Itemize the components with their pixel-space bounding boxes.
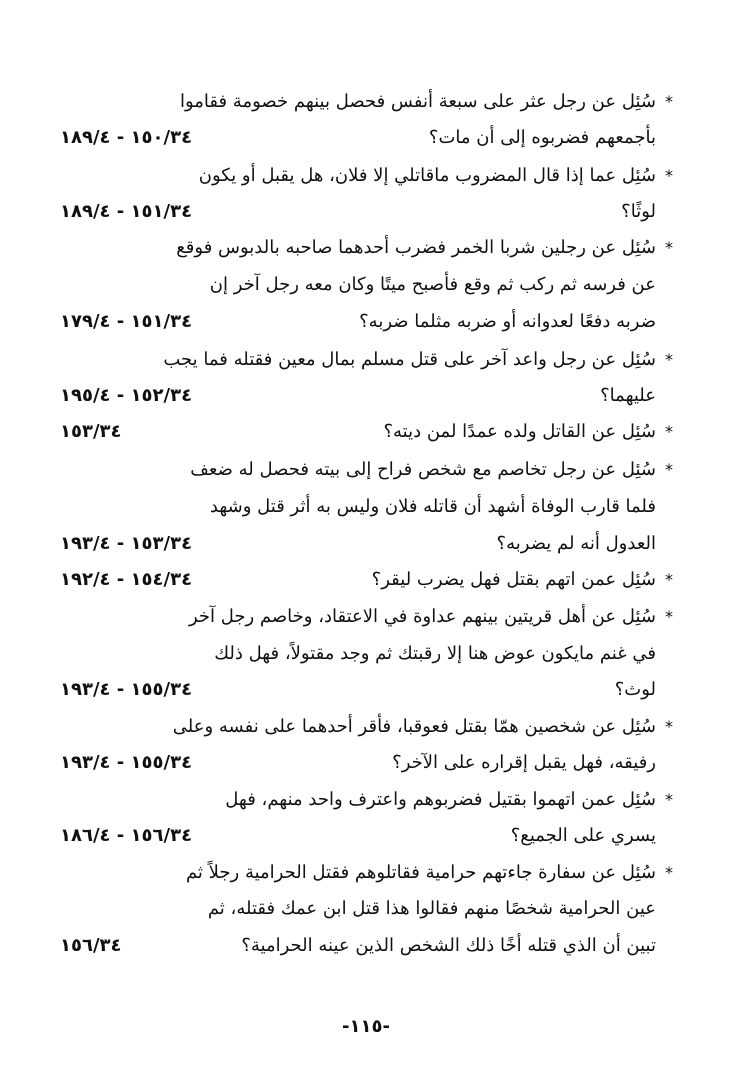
entry-8-line-2: في غنم مايكون عوض هنا إلا رقبتك ثم وجد مقتولاً، فهل ذلك [214, 643, 656, 664]
bullet-star-icon: * [665, 570, 673, 589]
bullet-star-icon: * [665, 350, 673, 369]
entry-1-line-1: *سُئِل عن رجل عثر على سبعة أنفس فحصل بينهم خصومة فقاموا [60, 84, 678, 120]
entry-8-line-1: *سُئِل عن أهل قريتين بينهم عداوة في الاعتقاد، وخاصم رجل آخر [60, 599, 678, 635]
entry-5-line-1: *سُئِل عن القاتل ولده عمدًا لمن ديته؟ [60, 414, 678, 450]
bullet-star-icon: * [665, 607, 673, 626]
entry-4-line-2: عليهما؟ [600, 385, 656, 406]
entry-10-line-2: يسري على الجميع؟ [510, 825, 656, 846]
entry-2-reference: ١٥١/٣٤ - ١٨٩/٤ [60, 201, 193, 222]
bullet-star-icon: * [665, 863, 673, 882]
entry-3-reference: ١٥١/٣٤ - ١٧٩/٤ [60, 311, 193, 332]
entry-11-reference: ١٥٦/٣٤ [60, 935, 122, 956]
entry-3-line-3: ضربه دفعًا لعدوانه أو ضربه مثلما ضربه؟ [359, 311, 656, 332]
entry-8-line-3: لوث؟ [614, 679, 656, 700]
entry-1-reference: ١٥٠/٣٤ - ١٨٩/٤ [60, 127, 193, 148]
entry-3-line-2: عن فرسه ثم ركب ثم وقع فأصبح ميتًا وكان معه رجل آخر إن [209, 274, 656, 295]
bullet-star-icon: * [665, 166, 673, 185]
entry-9-line-1: *سُئِل عن شخصين همّا بقتل فعوقبا، فأقر أحدهما على نفسه وعلى [60, 709, 678, 745]
entry-6-line-2: فلما قارب الوفاة أشهد أن قاتله فلان وليس به أثر قتل وشهد [209, 496, 656, 517]
entry-2-line-2: لوثًا؟ [621, 201, 656, 222]
entry-6-reference: ١٥٣/٣٤ - ١٩٣/٤ [60, 533, 193, 554]
bullet-star-icon: * [665, 790, 673, 809]
entry-11-line-2: عين الحرامية شخصًا منهم فقالوا هذا قتل ابن عمك فقتله، ثم [207, 898, 656, 919]
page-number: -١١٥- [342, 1016, 390, 1037]
entry-1-line-2: بأجمعهم فضربوه إلى أن مات؟ [428, 127, 656, 148]
bullet-star-icon: * [665, 422, 673, 441]
bullet-star-icon: * [665, 92, 673, 111]
entry-7-reference: ١٥٤/٣٤ - ١٩٢/٤ [60, 569, 193, 590]
entry-2-line-1: *سُئِل عما إذا قال المضروب ماقاتلي إلا فلان، هل يقبل أو يكون [60, 158, 678, 194]
entry-9-reference: ١٥٥/٣٤ - ١٩٣/٤ [60, 752, 193, 773]
entry-6-line-1: *سُئِل عن رجل تخاصم مع شخص فراح إلى بيته فحصل له ضعف [60, 452, 678, 488]
entry-4-reference: ١٥٢/٣٤ - ١٩٥/٤ [60, 385, 193, 406]
entry-6-line-3: العدول أنه لم يضربه؟ [496, 533, 656, 554]
entry-4-line-1: *سُئِل عن رجل واعد آخر على قتل مسلم بمال معين فقتله فما يجب [60, 342, 678, 378]
entry-7-line-1: *سُئِل عمن اتهم بقتل فهل يضرب ليقر؟ [60, 562, 678, 598]
entry-10-reference: ١٥٦/٣٤ - ١٨٦/٤ [60, 825, 193, 846]
entry-11-line-1: *سُئِل عن سفارة جاءتهم حرامية فقاتلوهم فقتل الحرامية رجلاً ثم [60, 855, 678, 891]
entry-10-line-1: *سُئِل عمن اتهموا بقتيل فضربوهم واعترف واحد منهم، فهل [60, 782, 678, 818]
entry-11-line-3: تبين أن الذي قتله أخًا ذلك الشخص الذين عينه الحرامية؟ [241, 935, 656, 956]
bullet-star-icon: * [665, 460, 673, 479]
entry-8-reference: ١٥٥/٣٤ - ١٩٣/٤ [60, 679, 193, 700]
entry-5-reference: ١٥٣/٣٤ [60, 421, 122, 442]
entry-3-line-1: *سُئِل عن رجلين شربا الخمر فضرب أحدهما صاحبه بالدبوس فوقع [60, 230, 678, 266]
entry-9-line-2: رفيقه، فهل يقبل إقراره على الآخر؟ [392, 752, 656, 773]
bullet-star-icon: * [665, 238, 673, 257]
bullet-star-icon: * [665, 717, 673, 736]
